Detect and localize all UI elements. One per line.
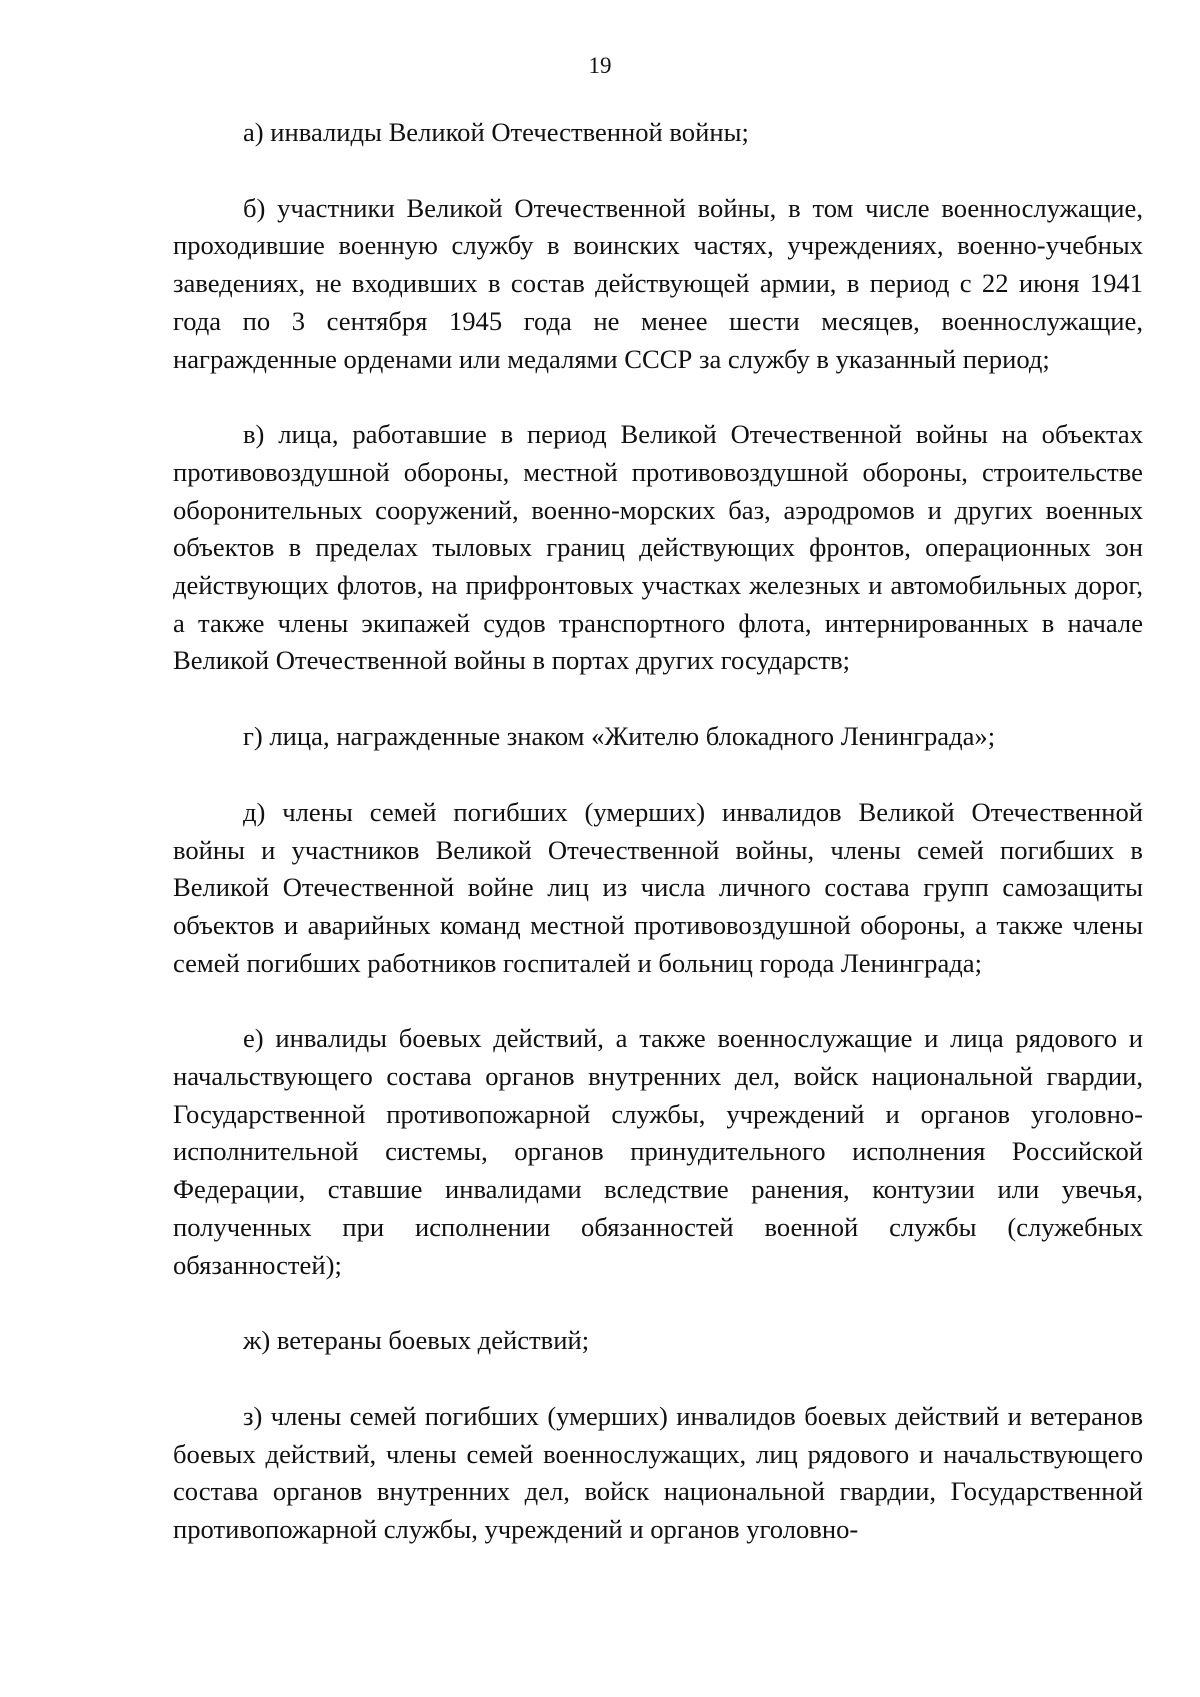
document-body	[173, 114, 1143, 1587]
paragraph-v: в) лица, работавшие в период Великой Отечественной войны на объектах противовоздушной обороны, местной противовоздушной обороны, строительстве оборонительных сооружений, военно-морских баз, аэродромов и других военных объектов в пределах тыловых границ действующих фронтов, операционных зон действующих флотов, на прифронтовых участках железных и автомобильных дорог, а также члены экипажей судов транспортного флота, интернированных в начале Великой Отечественной войны в портах других государств;	[173, 419, 1143, 676]
paragraph-zh: ж) ветераны боевых действий;	[243, 1325, 590, 1356]
paragraph-e: е) инвалиды боевых действий, а также военнослужащие и лица рядового и начальствующего состава органов внутренних дел, войск национальной гвардии, Государственной противопожарной службы, учреждений и органов уголовно-исполнительной системы, органов принудительного исполнения Российской Федерации, ставшие инвалидами вследствие ранения, контузии или увечья, полученных при исполнении обязанностей военной службы (служебных обязанностей);	[173, 1023, 1143, 1280]
paragraph-b: б) участники Великой Отечественной войны, в том числе военнослужащие, проходившие военную службу в воинских частях, учреждениях, военно-учебных заведениях, не входивших в состав действующей армии, в период с 22 июня 1941 года по 3 сентября 1945 года не менее шести месяцев, военнослужащие, награжденные орденами или медалями СССР за службу в указанный период;	[173, 192, 1143, 374]
paragraph-a: а) инвалиды Великой Отечественной войны;	[243, 117, 749, 147]
paragraph-g: г) лица, награжденные знаком «Жителю блокадного Ленинграда»;	[243, 721, 996, 752]
page-number: 19	[588, 53, 612, 78]
paragraph-d: д) члены семей погибших (умерших) инвалидов Великой Отечественной войны и участников Великой Отечественной войны, члены семей погибших в Великой Отечественной войне лиц из числа личного состава групп самозащиты объектов и аварийных команд местной противовоздушной обороны, а также члены семей погибших работников госпиталей и больниц города Ленинграда;	[173, 796, 1143, 978]
paragraph-z: з) члены семей погибших (умерших) инвалидов боевых действий и ветеранов боевых действий, члены семей военнослужащих, лиц рядового и начальствующего состава органов внутренних дел, войск национальной гвардии, Государственной противопожарной службы, учреждений и органов уголовно-	[173, 1400, 1143, 1545]
